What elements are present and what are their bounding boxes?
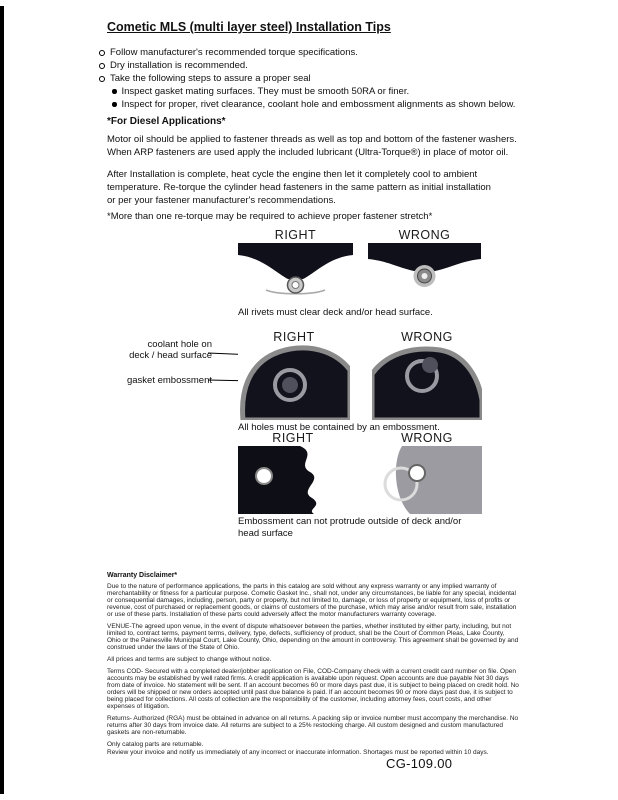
- gasket-embossment-label: gasket embossment: [126, 375, 212, 386]
- tip-text: Follow manufacturer's recommended torque specifications.: [110, 47, 358, 58]
- warranty-disclaimer-section: [107, 572, 519, 761]
- circle-bullet-icon: [99, 76, 105, 82]
- embossment-protruding-illustration: [372, 446, 482, 514]
- tip-item: [99, 72, 515, 85]
- dot-bullet-icon: [112, 102, 117, 107]
- right-header-embossment: RIGHT: [272, 431, 314, 445]
- warranty-paragraph: Returns- Authorized (RGA) must be obtained in advance on all returns. A packing slip or invoice number must accompany the merchandise. No returns after 30 days from invoice date. All returns are subject to a 25% restocking charge. All custom designed and custom manufactured gaskets are non-returnable.: [107, 715, 519, 736]
- embossment-caption: Embossment can not protrude outside of deck and/or head surface: [238, 516, 462, 539]
- page-edge-line: [0, 6, 4, 794]
- circle-bullet-icon: [99, 63, 105, 69]
- rivet-right-diagram: [238, 243, 353, 300]
- embossment-inside-illustration: [238, 446, 348, 514]
- warranty-paragraph: All prices and terms are subject to change without notice.: [107, 656, 272, 663]
- circle-bullet-icon: [99, 50, 105, 56]
- coolant-hole-label: [116, 339, 212, 361]
- warranty-paragraph: Review your invoice and notify us immediately of any incorrect or inaccurate information. Shortages must be reported within 10 days.: [107, 749, 489, 756]
- retorque-note: *More than one re-torque may be required to achieve proper fastener stretch*: [107, 211, 433, 222]
- catalog-page-code: CG-109.00: [386, 756, 453, 771]
- wrong-header-holes: WRONG: [401, 330, 453, 344]
- right-header-holes: RIGHT: [273, 330, 315, 344]
- rivet-touching-illustration: [368, 243, 481, 300]
- wrong-header-embossment: WRONG: [401, 431, 453, 445]
- paragraph-line: or per your fastener manufacturer's recommendations.: [107, 195, 336, 206]
- diesel-paragraph-2: [107, 168, 491, 207]
- rivet-clearing-illustration: [238, 243, 353, 300]
- holes-caption: All holes must be contained by an embossment.: [238, 422, 440, 433]
- paragraph-line: When ARP fasteners are used apply the included lubricant (Ultra-Torque®) in place of motor oil.: [107, 147, 509, 158]
- tip-text: Inspect for proper, rivet clearance, coolant hole and embossment alignments as shown below.: [121, 99, 516, 110]
- wrong-header-rivets: WRONG: [398, 228, 451, 242]
- tip-sub-item: [112, 85, 515, 98]
- warranty-paragraph: Only catalog parts are returnable.: [107, 741, 204, 748]
- paragraph-line: temperature. Re-torque the cylinder head fasteners in the same pattern as initial installation: [107, 182, 491, 193]
- tip-text: Dry installation is recommended.: [110, 60, 248, 71]
- holes-right-diagram: [238, 344, 350, 420]
- tip-sub-item: [112, 98, 515, 111]
- coolant-hole-label-line1: coolant hole on: [147, 339, 212, 350]
- hole-contained-illustration: [238, 344, 350, 420]
- installation-tips-list: [99, 46, 515, 111]
- embossment-wrong-diagram: [372, 446, 482, 514]
- coolant-hole-label-line2: deck / head surface: [129, 350, 212, 361]
- warranty-heading: Warranty Disclaimer*: [107, 572, 178, 579]
- right-header-rivets: RIGHT: [274, 228, 317, 242]
- embossment-right-diagram: [238, 446, 348, 514]
- dot-bullet-icon: [112, 89, 117, 94]
- tip-item: [99, 59, 515, 72]
- tip-text: Take the following steps to assure a proper seal: [110, 73, 311, 84]
- rivet-wrong-diagram: [368, 243, 481, 300]
- warranty-paragraph: Terms COD- Secured with a completed dealer/jobber application on File, COD-Company check with a current credit card number on file. Open accounts may be established by well rated firms. A credit application is available upon request. Open accounts are due payable Net 30 days from date of invoice. No statement will be sent. If an account becomes 60 or more days past due, it is subject to being placed on credit hold. No orders will be shipped or new orders accepted until past due balance is paid. If an account becomes 90 or more days past due, it is subject to being placed for collections. All costs of collection are the responsibility of the customer, including attorney fees, court costs, and other expenses of litigation.: [107, 668, 519, 710]
- tip-text: Inspect gasket mating surfaces. They must be smooth 50RA or finer.: [121, 86, 410, 97]
- tip-item: [99, 46, 515, 59]
- paragraph-line: Motor oil should be applied to fastener threads as well as top and bottom of the fastener washers.: [107, 134, 517, 145]
- paragraph-line: After Installation is complete, heat cycle the engine then let it completely cool to ambient: [107, 169, 478, 180]
- diesel-applications-heading: *For Diesel Applications*: [107, 116, 226, 127]
- rivet-caption: All rivets must clear deck and/or head surface.: [238, 307, 433, 318]
- hole-not-contained-illustration: [372, 344, 482, 420]
- warranty-paragraph: Due to the nature of performance applications, the parts in this catalog are sold without any express warranty or any implied warranty of merchantability or fitness for a particular purpose. Cometic Gasket Inc., shall not, under any circumstances, be liable for any special, incidental or consequential damages, including, person, party or property, but not limited to, damage, or loss of property or equipment, loss of profits or revenue, cost of purchased or replacement goods, or claims of customers of the purchase, which may arise and/or result from sale, installation or use of these parts. Installation of these parts could adversely affect the motor manufacturers warranty coverage.: [107, 583, 517, 618]
- page-title: Cometic MLS (multi layer steel) Installation Tips: [107, 20, 391, 34]
- warranty-paragraph: VENUE-The agreed upon venue, in the event of dispute whatsoever between the parties, whether instituted by either party, including, but not limited to, contract terms, payment terms, delivery, type, defects, sufficiency of product, shall be the Court of Common Pleas, Lake County, Ohio or the Painesville Municipal Court, Lake County, Ohio, depending on the amount in controversy. This agreement shall be governed by and construed under the laws of the State of Ohio.: [107, 623, 519, 651]
- diesel-paragraph-1: [107, 133, 517, 159]
- holes-wrong-diagram: [372, 344, 482, 420]
